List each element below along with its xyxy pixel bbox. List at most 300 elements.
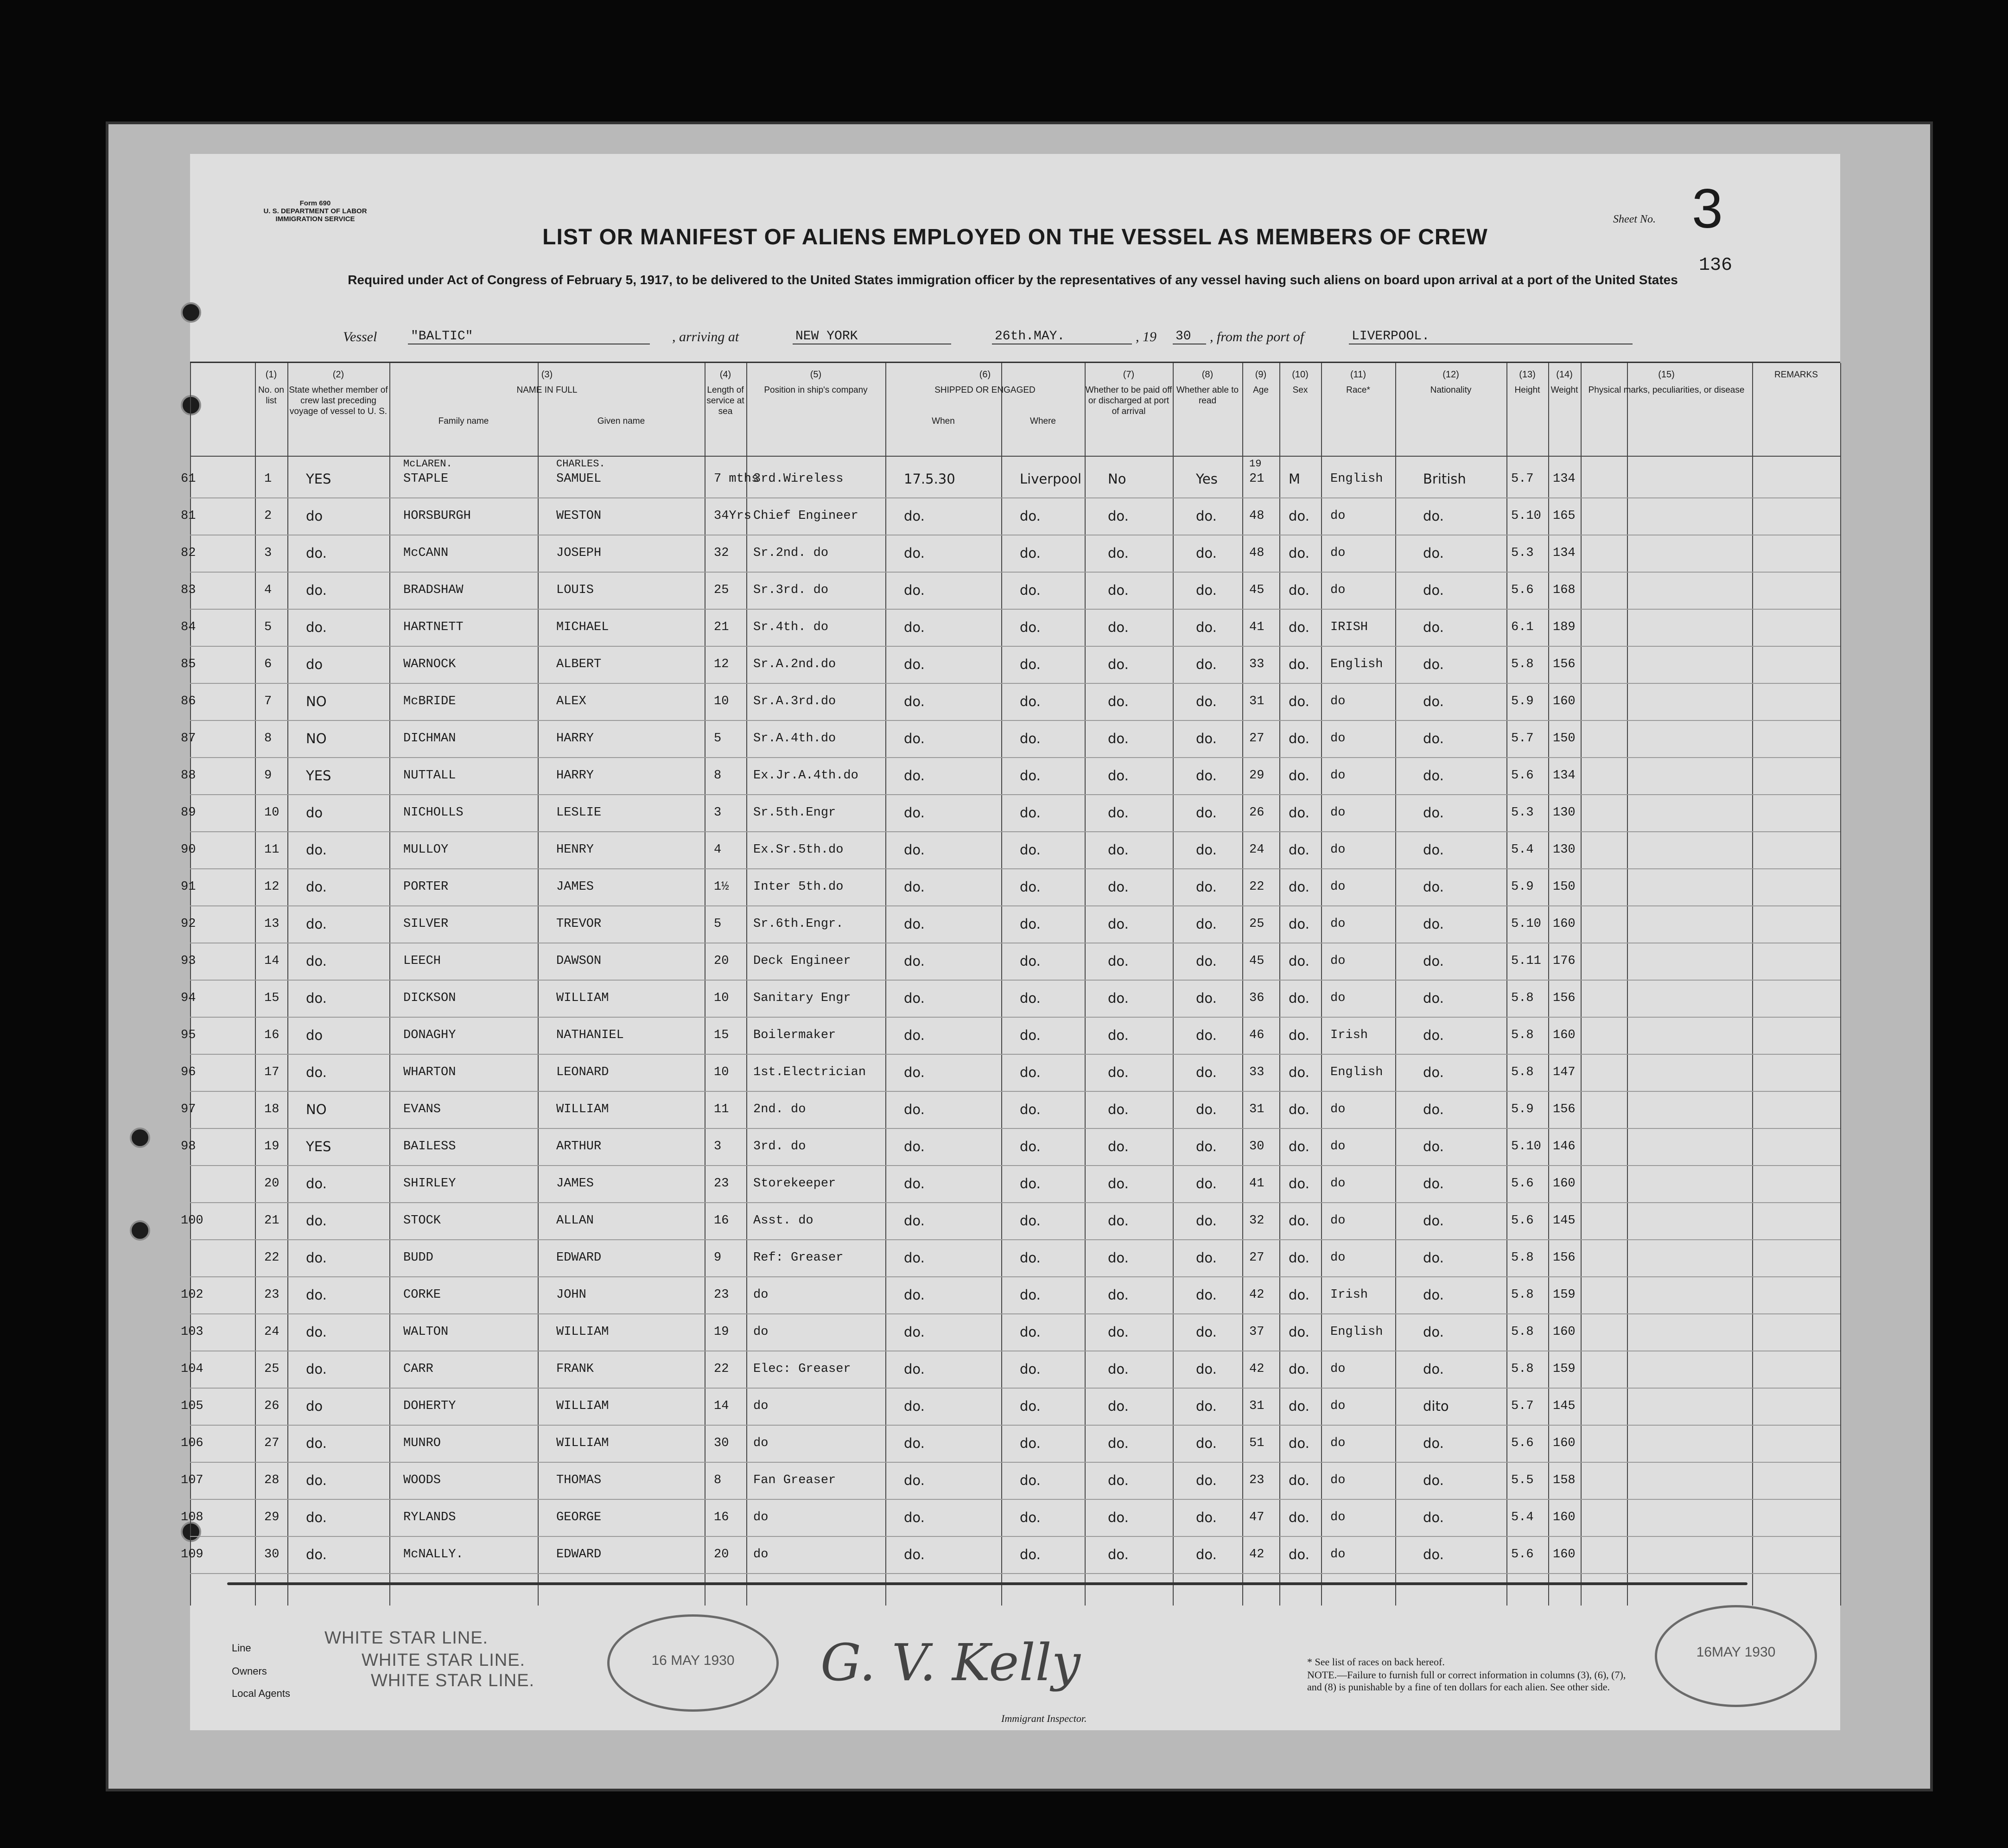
cell-age: 37 — [1249, 1325, 1265, 1339]
line-value: WHITE STAR LINE. — [324, 1628, 489, 1648]
column-header — [1548, 363, 1581, 456]
cell-nat: do. — [1423, 842, 1444, 858]
cell-family: WHARTON — [403, 1065, 456, 1079]
cell-paid: do. — [1108, 990, 1129, 1006]
table-row — [181, 1313, 1840, 1351]
cell-age: 31 — [1249, 695, 1265, 708]
cell-read: Yes — [1196, 471, 1218, 487]
cell-weight: 134 — [1553, 546, 1576, 560]
cell-when: 17.5.30 — [904, 471, 955, 487]
cell-no: 5 — [264, 620, 272, 634]
cell-age: 31 — [1249, 1399, 1265, 1413]
cell-prev: do. — [306, 1361, 327, 1377]
cell-ref: 90 — [181, 843, 196, 857]
cell-age: 47 — [1249, 1510, 1265, 1524]
cell-where: do. — [1020, 656, 1041, 672]
cell-position: Sanitary Engr — [753, 991, 851, 1005]
cell-service: 1½ — [714, 880, 729, 894]
cell-ref: 86 — [181, 695, 196, 708]
cell-height: 5.10 — [1511, 509, 1541, 523]
cell-age: 22 — [1249, 880, 1265, 894]
cell-read: do. — [1196, 545, 1217, 561]
cell-paid: do. — [1108, 1176, 1129, 1192]
cell-service: 9 — [714, 1251, 722, 1265]
column-label: State whether member of crew last preceding voyage of vessel to U. S. — [289, 385, 388, 416]
cell-race: do — [1330, 1251, 1346, 1265]
table-row — [181, 1351, 1840, 1389]
cell-position: Sr.A.4th.do — [753, 732, 836, 746]
cell-when: do. — [904, 953, 925, 969]
cell-prev: NO — [306, 1102, 327, 1117]
cell-prev: do. — [306, 619, 327, 635]
cell-given: ALBERT — [556, 657, 602, 671]
column-label: Race* — [1346, 385, 1370, 395]
cell-when: do. — [904, 1435, 925, 1451]
cell-sex: do. — [1289, 879, 1309, 895]
cell-height: 5.8 — [1511, 1362, 1534, 1376]
cell-age: 24 — [1249, 843, 1265, 857]
cell-read: do. — [1196, 1139, 1217, 1154]
cell-ref: 95 — [181, 1028, 196, 1042]
cell-age: 27 — [1249, 1251, 1265, 1265]
cell-family: WALTON — [403, 1325, 449, 1339]
table-row — [181, 1054, 1840, 1092]
cell-nat: do. — [1423, 656, 1444, 672]
departure-port: LIVERPOOL. — [1349, 329, 1633, 344]
cell-family: NUTTALL — [403, 769, 456, 783]
cell-race: do — [1330, 509, 1346, 523]
cell-race: English — [1330, 657, 1383, 671]
cell-no: 16 — [264, 1028, 280, 1042]
cell-nat: British — [1423, 471, 1466, 487]
cell-height: 5.8 — [1511, 1288, 1534, 1302]
cell-paid: do. — [1108, 1547, 1129, 1562]
cell-given: JAMES — [556, 880, 594, 894]
cell-race: English — [1330, 472, 1383, 486]
cell-family-alt: McLAREN. — [403, 458, 452, 470]
cell-nat: do. — [1423, 990, 1444, 1006]
cell-when: do. — [904, 1102, 925, 1117]
cell-no: 9 — [264, 769, 272, 783]
cell-height: 5.6 — [1511, 1177, 1534, 1191]
punch-hole — [181, 302, 201, 323]
cell-age: 33 — [1249, 657, 1265, 671]
cell-paid: do. — [1108, 879, 1129, 895]
cell-given: WILLIAM — [556, 1436, 609, 1450]
cell-read: do. — [1196, 916, 1217, 932]
cell-ref: 108 — [181, 1510, 203, 1524]
cell-prev: do. — [306, 842, 327, 858]
column-number: (7) — [1123, 370, 1135, 380]
cell-ref: 91 — [181, 880, 196, 894]
cell-nat: do. — [1423, 1435, 1444, 1451]
cell-no: 22 — [264, 1251, 280, 1265]
cell-read: do. — [1196, 953, 1217, 969]
cell-read: do. — [1196, 1287, 1217, 1303]
cell-service: 23 — [714, 1288, 729, 1302]
cell-weight: 130 — [1553, 806, 1576, 820]
owners-label: Owners — [232, 1665, 267, 1677]
table-row — [181, 1425, 1840, 1463]
cell-given: HARRY — [556, 769, 594, 783]
cell-no: 17 — [264, 1065, 280, 1079]
cell-age: 27 — [1249, 732, 1265, 746]
cell-position: Deck Engineer — [753, 954, 851, 968]
cell-when: do. — [904, 731, 925, 746]
cell-given: SAMUEL — [556, 472, 602, 486]
cell-nat: do. — [1423, 619, 1444, 635]
cell-service: 5 — [714, 732, 722, 746]
table-row — [181, 497, 1840, 535]
cell-where: do. — [1020, 1435, 1041, 1451]
cell-family: DICHMAN — [403, 732, 456, 746]
cell-read: do. — [1196, 1510, 1217, 1525]
cell-nat: do. — [1423, 1064, 1444, 1080]
cell-weight: 150 — [1553, 732, 1576, 746]
cell-given: THOMAS — [556, 1473, 602, 1487]
table-row — [181, 1462, 1840, 1500]
cell-service: 15 — [714, 1028, 729, 1042]
cell-where: do. — [1020, 1213, 1041, 1229]
cell-prev: do. — [306, 1064, 327, 1080]
cell-family: EVANS — [403, 1102, 441, 1116]
cell-service: 3 — [714, 1140, 722, 1153]
cell-when: do. — [904, 582, 925, 598]
cell-position: Storekeeper — [753, 1177, 836, 1191]
cell-height: 5.10 — [1511, 917, 1541, 931]
cell-family: DICKSON — [403, 991, 456, 1005]
cell-race: do — [1330, 546, 1346, 560]
cell-position: 2nd. do — [753, 1102, 806, 1116]
cell-where: do. — [1020, 768, 1041, 784]
column-header — [705, 363, 746, 456]
cell-sex: do. — [1289, 694, 1309, 709]
cell-service: 30 — [714, 1436, 729, 1450]
cell-height: 5.7 — [1511, 732, 1534, 746]
cell-no: 27 — [264, 1436, 280, 1450]
cell-sex: do. — [1289, 1547, 1309, 1562]
cell-prev: do. — [306, 1472, 327, 1488]
cell-service: 8 — [714, 1473, 722, 1487]
cell-where: do. — [1020, 990, 1041, 1006]
cell-given: ALEX — [556, 695, 586, 708]
cell-prev: do. — [306, 916, 327, 932]
column-label: When — [932, 416, 955, 426]
cell-ref: 107 — [181, 1473, 203, 1487]
cell-age: 32 — [1249, 1214, 1265, 1228]
cell-ref: 83 — [181, 583, 196, 597]
cell-read: do. — [1196, 1398, 1217, 1414]
column-label: Whether to be paid off or discharged at port of arrival — [1085, 385, 1172, 416]
cell-weight: 146 — [1553, 1140, 1576, 1153]
page-subtitle: Required under Act of Congress of February 5, 1917, to be delivered to the United States immigration officer by the representatives of any vessel having such aliens on board upon arrival at a port of the United States — [348, 273, 1678, 287]
cell-weight: 168 — [1553, 583, 1576, 597]
table-row — [181, 646, 1840, 684]
cell-race: do — [1330, 1473, 1346, 1487]
cell-where: do. — [1020, 1547, 1041, 1562]
cell-given: JOSEPH — [556, 546, 602, 560]
cell-height: 5.4 — [1511, 843, 1534, 857]
cell-where: do. — [1020, 1398, 1041, 1414]
cell-height: 5.7 — [1511, 1399, 1534, 1413]
column-header — [1173, 363, 1242, 456]
cell-nat: do. — [1423, 1547, 1444, 1562]
cell-nat: do. — [1423, 731, 1444, 746]
cell-no: 21 — [264, 1214, 280, 1228]
cell-paid: do. — [1108, 694, 1129, 709]
cell-family: BAILESS — [403, 1140, 456, 1153]
cell-prev: do. — [306, 1213, 327, 1229]
cell-ref: 89 — [181, 806, 196, 820]
cell-sex: do. — [1289, 1398, 1309, 1414]
cell-where: do. — [1020, 1027, 1041, 1043]
cell-where: do. — [1020, 1510, 1041, 1525]
cell-prev: do. — [306, 990, 327, 1006]
cell-weight: 134 — [1553, 472, 1576, 486]
table-row — [181, 572, 1840, 610]
cell-position: Boilermaker — [753, 1028, 836, 1042]
cell-prev: YES — [306, 1139, 331, 1154]
table-row — [181, 1276, 1840, 1314]
cell-sex: do. — [1289, 731, 1309, 746]
column-number: (2) — [332, 370, 344, 380]
cell-read: do. — [1196, 656, 1217, 672]
table-row — [181, 1536, 1840, 1574]
cell-family: HARTNETT — [403, 620, 464, 634]
cell-service: 21 — [714, 620, 729, 634]
cell-position: Sr.5th.Engr — [753, 806, 836, 820]
cell-height: 5.5 — [1511, 1473, 1534, 1487]
cell-prev: do. — [306, 879, 327, 895]
cell-paid: do. — [1108, 842, 1129, 858]
cell-service: 4 — [714, 843, 722, 857]
agents-label: Local Agents — [232, 1688, 290, 1699]
crew-table — [181, 362, 1840, 1698]
cell-weight: 130 — [1553, 843, 1576, 857]
cell-race: do — [1330, 1102, 1346, 1116]
cell-sex: do. — [1289, 1510, 1309, 1525]
column-header — [1242, 363, 1279, 456]
cell-position: do — [753, 1399, 769, 1413]
page-title: LIST OR MANIFEST OF ALIENS EMPLOYED ON THE VESSEL AS MEMBERS OF CREW — [542, 225, 1488, 249]
cell-sex: do. — [1289, 916, 1309, 932]
cell-position: Ref: Greaser — [753, 1251, 844, 1265]
cell-when: do. — [904, 1213, 925, 1229]
column-label: Physical marks, peculiarities, or disease — [1588, 385, 1745, 395]
column-number: (1) — [265, 370, 277, 380]
cell-position: 3rd.Wireless — [753, 472, 844, 486]
cell-age: 51 — [1249, 1436, 1265, 1450]
cell-nat: do. — [1423, 508, 1444, 524]
cell-position: do — [753, 1325, 769, 1339]
cell-age: 23 — [1249, 1473, 1265, 1487]
column-number: (9) — [1255, 370, 1267, 380]
cell-family: STOCK — [403, 1214, 441, 1228]
cell-nat: do. — [1423, 916, 1444, 932]
cell-paid: do. — [1108, 545, 1129, 561]
department: U. S. DEPARTMENT OF LABOR — [263, 207, 367, 215]
table-row — [181, 683, 1840, 721]
cell-when: do. — [904, 508, 925, 524]
cell-weight: 159 — [1553, 1288, 1576, 1302]
cell-no: 23 — [264, 1288, 280, 1302]
cell-paid: do. — [1108, 953, 1129, 969]
cell-service: 3 — [714, 806, 722, 820]
cell-weight: 160 — [1553, 1028, 1576, 1042]
cell-height: 5.9 — [1511, 695, 1534, 708]
cell-family: PORTER — [403, 880, 449, 894]
cell-age: 42 — [1249, 1362, 1265, 1376]
column-label: Position in ship's company — [764, 385, 868, 395]
cell-position: Ex.Sr.5th.do — [753, 843, 844, 857]
cell-race: do — [1330, 806, 1346, 820]
cell-position: 1st.Electrician — [753, 1065, 866, 1079]
cell-age: 36 — [1249, 991, 1265, 1005]
cell-ref: 104 — [181, 1362, 203, 1376]
cell-ref: 87 — [181, 732, 196, 746]
cell-given: ARTHUR — [556, 1140, 602, 1153]
cell-sex: do. — [1289, 1435, 1309, 1451]
cell-race: do — [1330, 954, 1346, 968]
cell-service: 32 — [714, 546, 729, 560]
owners-value: WHITE STAR LINE. — [362, 1650, 526, 1670]
cell-when: do. — [904, 1510, 925, 1525]
cell-position: Sr.2nd. do — [753, 546, 829, 560]
column-rule — [1840, 363, 1841, 1606]
cell-position: Chief Engineer — [753, 509, 858, 523]
cell-height: 5.3 — [1511, 546, 1534, 560]
cell-ref: 106 — [181, 1436, 203, 1450]
cell-weight: 158 — [1553, 1473, 1576, 1487]
cell-family: WOODS — [403, 1473, 441, 1487]
cell-position: Sr.4th. do — [753, 620, 829, 634]
cell-no: 12 — [264, 880, 280, 894]
cell-read: do. — [1196, 694, 1217, 709]
column-label: Length of service at sea — [706, 385, 744, 416]
cell-given: JOHN — [556, 1288, 586, 1302]
cell-race: do — [1330, 1140, 1346, 1153]
cell-prev: do. — [306, 1287, 327, 1303]
cell-where: do. — [1020, 805, 1041, 821]
cell-no: 4 — [264, 583, 272, 597]
cell-no: 25 — [264, 1362, 280, 1376]
cell-position: do — [753, 1548, 769, 1561]
voyage-line — [190, 325, 1840, 353]
cell-no: 1 — [264, 472, 272, 486]
cell-sex: do. — [1289, 1102, 1309, 1117]
cell-nat: do. — [1423, 1027, 1444, 1043]
cell-ref: 97 — [181, 1102, 196, 1116]
column-header — [1752, 363, 1840, 456]
cell-weight: 160 — [1553, 695, 1576, 708]
cell-sex: do. — [1289, 619, 1309, 635]
cell-sex: do. — [1289, 508, 1309, 524]
cell-when: do. — [904, 990, 925, 1006]
cell-when: do. — [904, 916, 925, 932]
cell-family: LEECH — [403, 954, 441, 968]
cell-ref: 81 — [181, 509, 196, 523]
cell-service: 19 — [714, 1325, 729, 1339]
cell-ref: 82 — [181, 546, 196, 560]
cell-prev: YES — [306, 768, 331, 784]
cell-where: do. — [1020, 545, 1041, 561]
table-row — [181, 609, 1840, 647]
column-number: (6) — [979, 370, 991, 380]
cell-height: 5.6 — [1511, 769, 1534, 783]
table-row — [181, 831, 1840, 869]
cell-age: 30 — [1249, 1140, 1265, 1153]
cell-weight: 156 — [1553, 991, 1576, 1005]
cell-given-alt: CHARLES. — [556, 458, 605, 470]
marine-office-stamp — [607, 1614, 779, 1712]
table-row — [181, 1128, 1840, 1166]
column-label: Given name — [597, 416, 645, 426]
cell-position: Ex.Jr.A.4th.do — [753, 769, 858, 783]
cell-ref: 61 — [181, 472, 196, 486]
cell-read: do. — [1196, 731, 1217, 746]
cell-height: 5.9 — [1511, 880, 1534, 894]
column-header — [1506, 363, 1548, 456]
cell-race: do — [1330, 1362, 1346, 1376]
cell-sex: do. — [1289, 1176, 1309, 1192]
cell-race: do — [1330, 880, 1346, 894]
cell-paid: do. — [1108, 1064, 1129, 1080]
cell-nat: do. — [1423, 1139, 1444, 1154]
cell-position: Fan Greaser — [753, 1473, 836, 1487]
year-prefix: , 19 — [1136, 329, 1157, 344]
cell-sex: do. — [1289, 990, 1309, 1006]
cell-given: JAMES — [556, 1177, 594, 1191]
cell-height: 5.11 — [1511, 954, 1541, 968]
cell-prev: do. — [306, 1176, 327, 1192]
cell-race: do — [1330, 1399, 1346, 1413]
column-number: (10) — [1292, 370, 1309, 380]
cell-family: WARNOCK — [403, 657, 456, 671]
cell-paid: do. — [1108, 1510, 1129, 1525]
cell-weight: 134 — [1553, 769, 1576, 783]
cell-family: BRADSHAW — [403, 583, 464, 597]
cell-position: Inter 5th.do — [753, 880, 844, 894]
cell-race: do — [1330, 695, 1346, 708]
punch-hole — [130, 1220, 150, 1241]
cell-sex: do. — [1289, 1361, 1309, 1377]
cell-race: do — [1330, 732, 1346, 746]
cell-position: Elec: Greaser — [753, 1362, 851, 1376]
cell-when: do. — [904, 879, 925, 895]
cell-when: do. — [904, 1139, 925, 1154]
cell-when: do. — [904, 694, 925, 709]
cell-where: do. — [1020, 1324, 1041, 1340]
cell-when: do. — [904, 619, 925, 635]
cell-height: 5.6 — [1511, 583, 1534, 597]
cell-ref: 94 — [181, 991, 196, 1005]
column-number: (5) — [810, 370, 822, 380]
cell-weight: 150 — [1553, 880, 1576, 894]
cell-prev: do. — [306, 545, 327, 561]
cell-given: GEORGE — [556, 1510, 602, 1524]
cell-when: do. — [904, 656, 925, 672]
cell-ref: 96 — [181, 1065, 196, 1079]
table-row — [181, 1091, 1840, 1129]
cell-where: Liverpool — [1020, 471, 1082, 487]
cell-where: do. — [1020, 1287, 1041, 1303]
cell-when: do. — [904, 1324, 925, 1340]
inspector-label: Immigrant Inspector. — [1001, 1713, 1087, 1724]
table-row — [181, 1202, 1840, 1240]
cell-height: 5.8 — [1511, 1325, 1534, 1339]
cell-nat: dito — [1423, 1398, 1449, 1414]
cell-family: CARR — [403, 1362, 433, 1376]
